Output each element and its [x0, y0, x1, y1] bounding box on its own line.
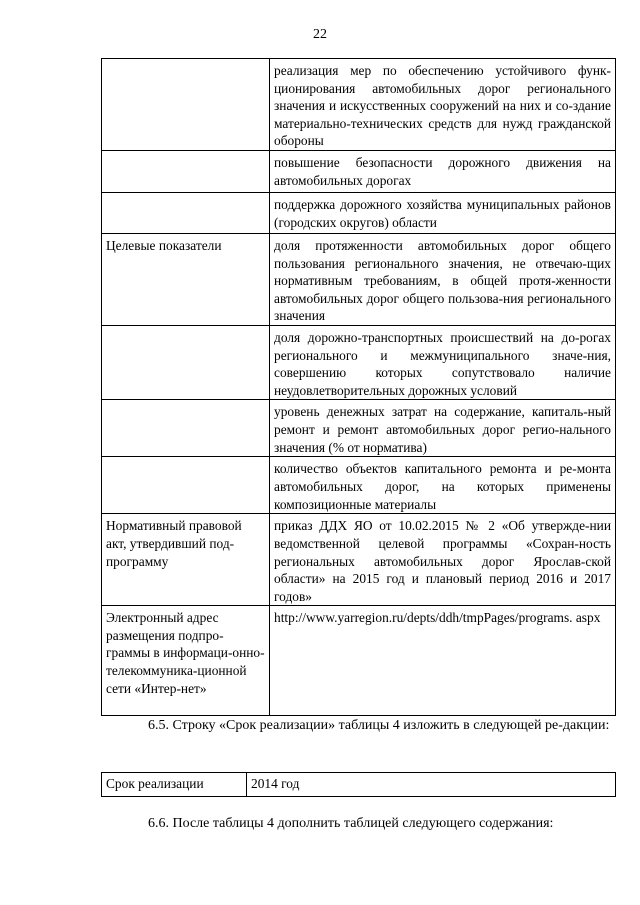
- row-label: [102, 192, 270, 233]
- paragraph-6-5: 6.5. Строку «Срок реализации» таблицы 4 изложить в следующей ре-дакции:: [148, 718, 610, 733]
- term-table: [101, 772, 616, 797]
- table-row: [102, 233, 616, 325]
- row-label: [102, 150, 270, 192]
- row-label: Электронный адрес размещения подпро-граммы в информаци-онно-телекоммуника-ционной сети «Интер-нет»: [102, 606, 270, 716]
- row-value: повышение безопасности дорожного движения на автомобильных дорогах: [270, 150, 616, 192]
- term-value: 2014 год: [247, 773, 616, 797]
- paragraph-6-6: 6.6. После таблицы 4 дополнить таблицей следующего содержания:: [148, 816, 554, 831]
- row-label: [102, 457, 270, 514]
- row-value: уровень денежных затрат на содержание, капиталь-ный ремонт и ремонт автомобильных дорог регио-нального значения (% от норматива): [270, 400, 616, 457]
- row-value: доля дорожно-транспортных происшествий на до-рогах регионального и межмуниципального значе-ния, совершению которых сопутствовало наличие неудовлетворительных дорожных условий: [270, 325, 616, 399]
- table-row: [102, 325, 616, 399]
- table-row: [102, 606, 616, 716]
- subprogram-table: [101, 58, 616, 716]
- row-value: доля протяженности автомобильных дорог общего пользования регионального значения, не отвечаю-щих нормативным требованиям, в общей протя-женности автомобильных дорог общего пользова-ния регионального значения: [270, 233, 616, 325]
- table-row: [102, 59, 616, 151]
- row-label: Целевые показатели: [102, 233, 270, 325]
- row-value: реализация мер по обеспечению устойчивого функ-ционирования автомобильных дорог регионального значения и искусственных сооружений на них и со-здание материально-технических средств для нужд гражданской обороны: [270, 59, 616, 151]
- row-label: Нормативный правовой акт, утвердивший под-программу: [102, 514, 270, 606]
- page-number: 22: [313, 27, 327, 42]
- row-label: [102, 325, 270, 399]
- table-row: [102, 192, 616, 233]
- table-row: [102, 400, 616, 457]
- table-row: [102, 457, 616, 514]
- row-value: http://www.yarregion.ru/depts/ddh/tmpPages/programs. aspx: [270, 606, 616, 716]
- table-row: [102, 773, 616, 797]
- table-row: [102, 514, 616, 606]
- table-row: [102, 150, 616, 192]
- row-value: количество объектов капитального ремонта и ре-монта автомобильных дорог, на которых применены композиционные материалы: [270, 457, 616, 514]
- term-label: Срок реализации: [102, 773, 247, 797]
- row-value: поддержка дорожного хозяйства муниципальных районов (городских округов) области: [270, 192, 616, 233]
- row-label: [102, 400, 270, 457]
- row-value: приказ ДДХ ЯО от 10.02.2015 № 2 «Об утвержде-нии ведомственной целевой программы «Сохран-ность региональных автомобильных дорог Ярослав-ской области» на 2015 год и плановый период 2016 и 2017 годов»: [270, 514, 616, 606]
- row-label: [102, 59, 270, 151]
